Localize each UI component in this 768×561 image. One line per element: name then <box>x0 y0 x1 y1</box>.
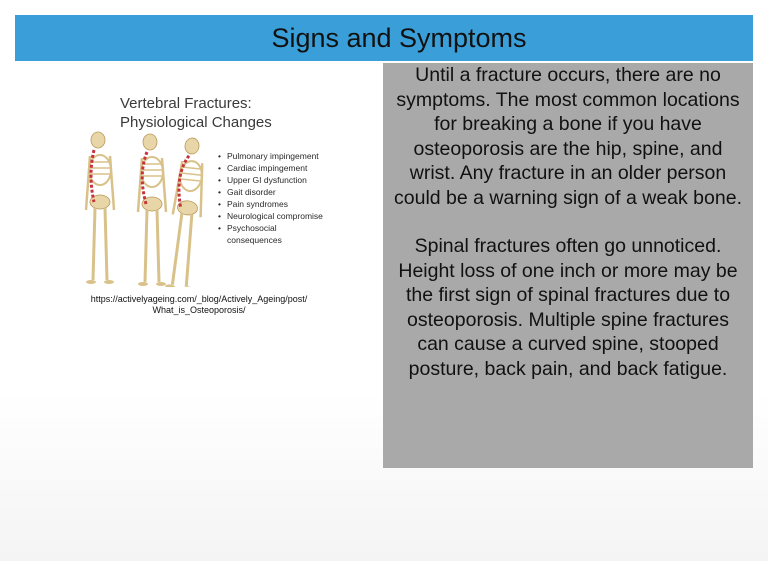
caption-line-1: https://activelyageing.com/_blog/Actively_Ageing/post/ <box>90 294 308 304</box>
list-item: • Psychosocial consequences <box>218 222 328 246</box>
skeleton-icon <box>138 134 166 286</box>
skeleton-icon <box>165 137 209 287</box>
paragraph-spinal-fractures: Spinal fractures often go unnoticed. Height loss of one inch or more may be the first sign of spinal fractures due to osteoporosis. Multiple spine fractures can cause a curved spine, stooped posture, back pain, and back fatigue. <box>398 235 738 380</box>
list-item: • Neurological compromise <box>218 210 328 222</box>
list-item: • Gait disorder <box>218 186 328 198</box>
vertebral-fractures-figure <box>72 82 326 287</box>
figure-bullet-list <box>218 150 328 246</box>
list-item: • Cardiac impingement <box>218 162 328 174</box>
figure-heading-line-1: Vertebral Fractures: <box>120 95 252 112</box>
caption-line-2: What_is_Osteoporosis/ <box>152 305 246 315</box>
symptoms-text-box <box>383 63 753 468</box>
title-bar <box>15 15 753 61</box>
list-item: • Pulmonary impingement <box>218 150 328 162</box>
figure-heading <box>120 94 320 132</box>
list-item: • Pain syndromes <box>218 198 328 210</box>
slide-title: Signs and Symptoms <box>271 22 527 53</box>
figure-heading-line-2: Physiological Changes <box>120 114 272 131</box>
figure-source-caption <box>72 294 326 316</box>
list-item: • Upper GI dysfunction <box>218 174 328 186</box>
paragraph-fracture-symptoms: Until a fracture occurs, there are no symptoms. The most common locations for breaking a bone if you have osteoporosis are the hip, spine, and wrist. Any fracture in an older person could be a warning sign of a weak bone. <box>394 64 742 209</box>
skeleton-icon <box>86 132 114 284</box>
